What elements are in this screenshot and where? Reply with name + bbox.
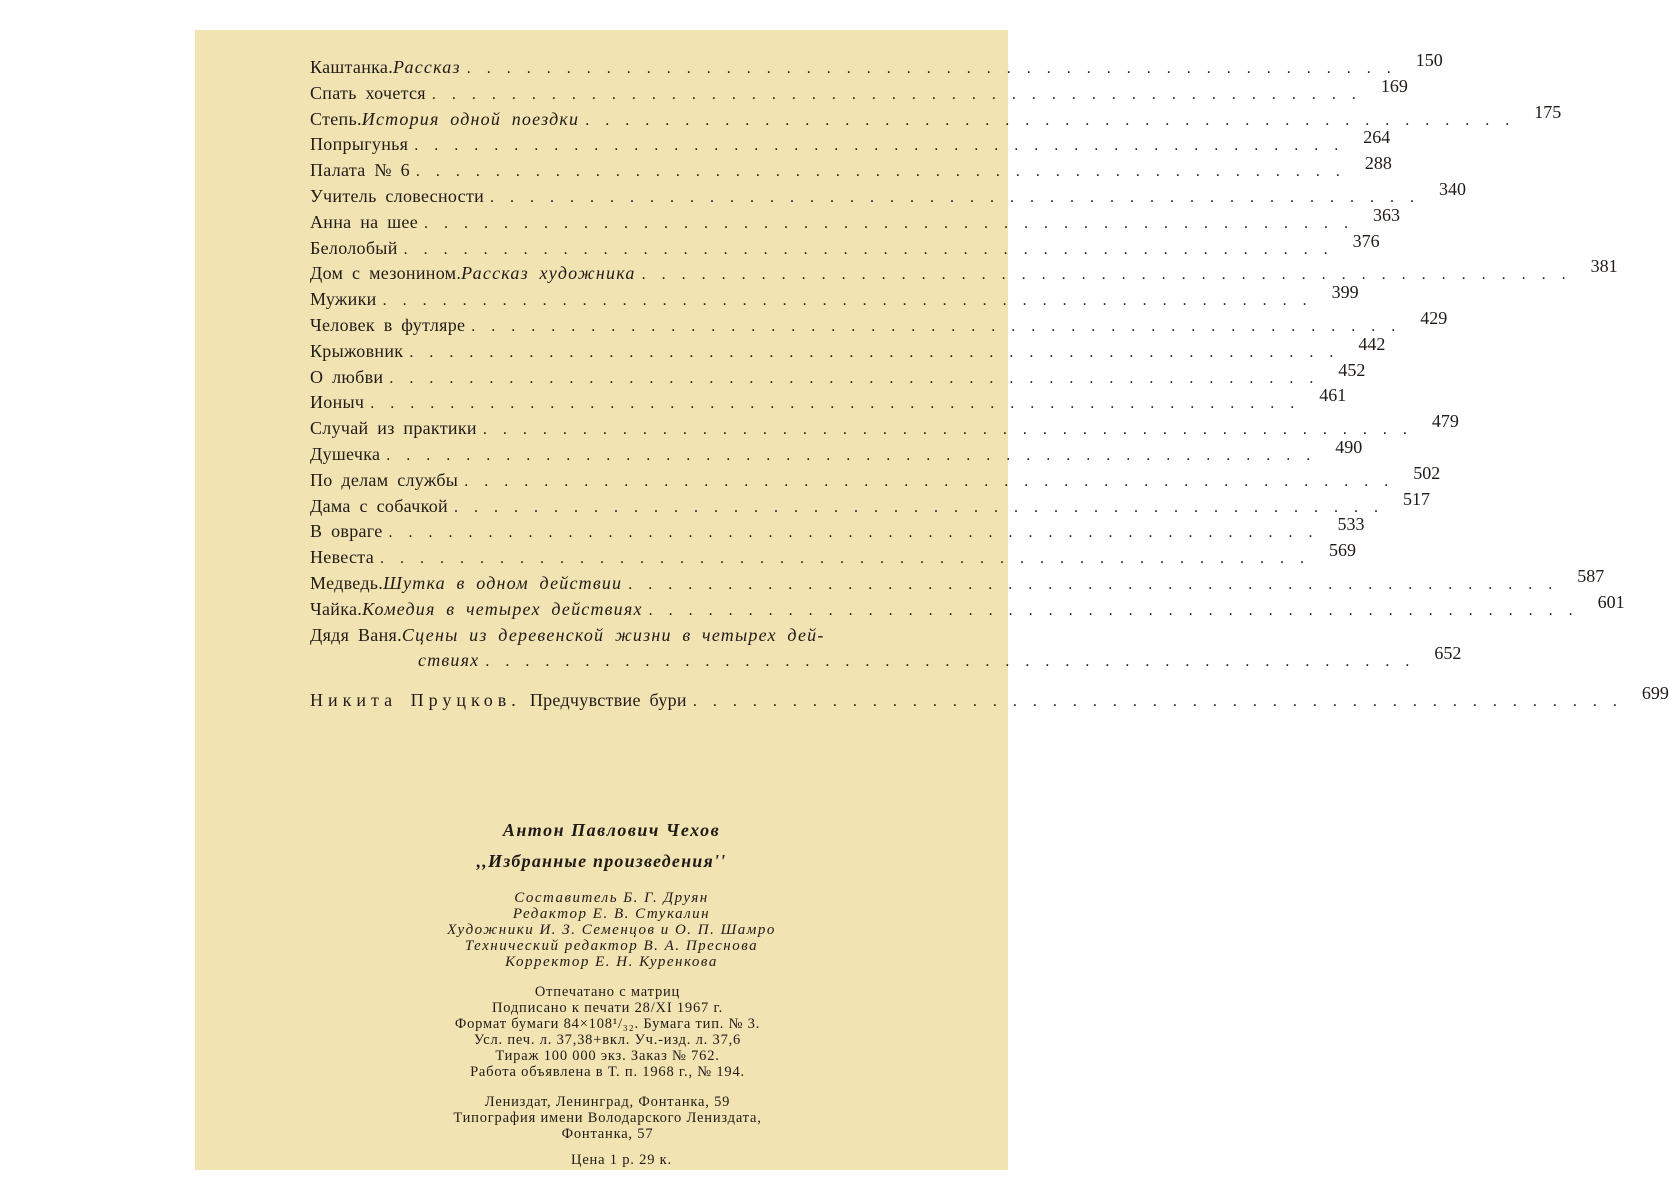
toc-entry-line [310, 230, 1380, 263]
toc-leader-dots: . . . . . . . . . . . . . . . . . . . . . . . . . . . . . . . . . . . . . . . . . . . . . . . [386, 446, 1317, 464]
book-page [195, 30, 1669, 1170]
toc-entry-line [310, 411, 1459, 443]
toc-entry [310, 359, 1366, 391]
toc-entry [310, 333, 1386, 365]
credit-line: Художники И. З. Семенцов и О. П. Шамро [447, 922, 776, 938]
toc-entry [310, 307, 1448, 339]
toc-afterword [310, 683, 1669, 714]
toc-entry-line [310, 540, 1356, 572]
toc-entry-title: Степь. [310, 108, 362, 129]
table-of-contents [310, 50, 1669, 714]
credit-line: Технический редактор В. А. Преснова [464, 938, 759, 954]
print-info-line: Отпечатано с матриц [534, 984, 681, 1000]
toc-entry-line [310, 514, 1365, 546]
toc-entry [310, 230, 1380, 262]
toc-entry [310, 565, 1605, 597]
toc-leader-dots: . . . . . . . . . . . . . . . . . . . . . . . . . . . . . . . . . . . . . . . . . . . . . . . [585, 111, 1516, 129]
toc-entry-subtitle: История одной поездки [361, 108, 580, 129]
toc-leader-dots: . . . . . . . . . . . . . . . . . . . . . . . . . . . . . . . . . . . . . . . . . . . . . . . [403, 240, 1334, 258]
toc-entry-line [310, 333, 1386, 366]
toc-page-number: 587 [1577, 565, 1605, 586]
toc-leader-dots: . . . . . . . . . . . . . . . . . . . . . . . . . . . . . . . . . . . . . . . . . . . . . . . [388, 524, 1319, 542]
toc-entry-title: Дама с собачкой [310, 495, 448, 516]
toc-page-number: 399 [1331, 282, 1359, 303]
toc-page-number: 652 [1434, 643, 1462, 664]
credit-line: Редактор Е. В. Стукалин [512, 906, 711, 922]
colophon-price: Цена 1 р. 29 к. [571, 1152, 672, 1168]
toc-entry-line [310, 385, 1347, 417]
toc-entry [310, 204, 1401, 236]
toc-entry-line [310, 178, 1467, 211]
toc-leader-dots: . . . . . . . . . . . . . . . . . . . . . . . . . . . . . . . . . . . . . . . . . . . . . . . [464, 472, 1395, 490]
toc-entry [310, 256, 1618, 287]
toc-entry-title: Учитель словесности [310, 185, 485, 206]
toc-leader-dots: . . . . . . . . . . . . . . . . . . . . . . . . . . . . . . . . . . . . . . . . . . . . . . . [628, 575, 1559, 593]
toc-entry-line [310, 75, 1408, 108]
toc-page-number: 340 [1439, 178, 1467, 199]
toc-entry-title: Дом с мезонином. [310, 263, 462, 284]
toc-entry-title: Ионыч [310, 392, 365, 413]
toc-leader-dots: . . . . . . . . . . . . . . . . . . . . . . . . . . . . . . . . . . . . . . . . . . . . . . . [692, 693, 1623, 711]
toc-leader-dots: . . . . . . . . . . . . . . . . . . . . . . . . . . . . . . . . . . . . . . . . . . . . . . . [453, 498, 1384, 516]
toc-entry-line [310, 50, 1443, 82]
toc-page-number: 442 [1358, 333, 1386, 354]
toc-entry-title: Белолобый [310, 237, 398, 258]
toc-page-number: 569 [1328, 540, 1356, 561]
toc-entry-line [310, 101, 1562, 134]
toc-entry-line [310, 282, 1359, 314]
toc-entry-line [310, 204, 1401, 237]
colophon-credits [215, 890, 1008, 970]
toc-leader-dots: . . . . . . . . . . . . . . . . . . . . . . . . . . . . . . . . . . . . . . . . . . . . . . . [471, 317, 1402, 335]
toc-entry-line [310, 359, 1366, 392]
print-info-line: Тираж 100 000 экз. Заказ № 762. [495, 1048, 720, 1064]
toc-page-number: 533 [1337, 514, 1365, 535]
toc-entry-line [310, 488, 1430, 521]
toc-page-number: 699 [1641, 683, 1669, 704]
colophon-print-info [207, 984, 1008, 1080]
toc-entry-title: В овраге [310, 521, 383, 542]
toc-entry-title: Мужики [310, 289, 377, 310]
toc-entry-line [310, 643, 1462, 675]
toc-entry-title: О любви [310, 366, 384, 387]
toc-entry-title: Крыжовник [310, 340, 404, 361]
toc-entry-subtitle: ствиях [418, 650, 480, 671]
toc-leader-dots: . . . . . . . . . . . . . . . . . . . . . . . . . . . . . . . . . . . . . . . . . . . . . . . [490, 188, 1421, 206]
print-info-line: Работа объявлена в Т. п. 1968 г., № 194. [470, 1064, 745, 1080]
toc-entry [310, 385, 1347, 416]
toc-entry [310, 591, 1625, 623]
toc-entry-title: Каштанка. [310, 57, 393, 77]
toc-entry-title: Анна на шее [310, 211, 419, 232]
afterword-title: Предчувствие бури [529, 690, 687, 711]
toc-entry [310, 178, 1467, 210]
toc-entry-title: По делам службы [310, 469, 459, 490]
toc-entry [310, 282, 1359, 313]
toc-entry [310, 514, 1365, 545]
toc-page-number: 479 [1431, 411, 1459, 432]
toc-page-number: 502 [1413, 462, 1441, 483]
publisher-line: Типография имени Володарского Лениздата, [453, 1110, 762, 1126]
toc-leader-dots: . . . . . . . . . . . . . . . . . . . . . . . . . . . . . . . . . . . . . . . . . . . . . . . [409, 343, 1340, 361]
toc-page-number: 175 [1534, 101, 1562, 122]
colophon-author: Антон Павлович Чехов [502, 820, 721, 840]
toc-leader-dots: . . . . . . . . . . . . . . . . . . . . . . . . . . . . . . . . . . . . . . . . . . . . . . . [431, 85, 1362, 103]
toc-leader-dots: . . . . . . . . . . . . . . . . . . . . . . . . . . . . . . . . . . . . . . . . . . . . . . . [641, 266, 1572, 284]
toc-leader-dots: . . . . . . . . . . . . . . . . . . . . . . . . . . . . . . . . . . . . . . . . . . . . . . . [370, 395, 1301, 413]
toc-entry-title: Спать хочется [310, 82, 426, 103]
toc-entry-title: Попрыгунья [310, 134, 409, 155]
toc-entry [310, 411, 1459, 442]
toc-entry-title: Невеста [310, 547, 374, 568]
toc-page-number: 601 [1597, 591, 1625, 612]
toc-page-number: 429 [1420, 307, 1448, 328]
toc-leader-dots: . . . . . . . . . . . . . . . . . . . . . . . . . . . . . . . . . . . . . . . . . . . . . . . [466, 60, 1397, 77]
toc-entry [310, 436, 1363, 468]
toc-entry-line [310, 256, 1618, 288]
toc-entry [310, 127, 1391, 158]
publisher-line: Фонтанка, 57 [561, 1126, 654, 1142]
toc-entry [310, 101, 1562, 133]
toc-entry-subtitle: Рассказ художника [461, 263, 636, 284]
toc-leader-dots: . . . . . . . . . . . . . . . . . . . . . . . . . . . . . . . . . . . . . . . . . . . . . . . [482, 421, 1413, 439]
toc-entry [310, 50, 1443, 81]
toc-entry [310, 623, 983, 649]
toc-entry-title: Дядя Ваня. [310, 624, 402, 645]
toc-entry [310, 488, 1430, 520]
toc-page-number: 169 [1380, 75, 1408, 96]
toc-page-number: 452 [1338, 359, 1366, 380]
toc-page-number: 517 [1402, 488, 1430, 509]
toc-entry-title: Человек в футляре [310, 314, 466, 335]
toc-entry-line [310, 307, 1448, 340]
toc-entry-line [310, 591, 1625, 624]
toc-page-number: 288 [1364, 153, 1392, 174]
toc-entry [310, 540, 1356, 571]
toc-page-number: 363 [1373, 204, 1401, 225]
toc-entry-line [310, 462, 1441, 495]
toc-leader-dots: . . . . . . . . . . . . . . . . . . . . . . . . . . . . . . . . . . . . . . . . . . . . . . . [415, 163, 1346, 181]
toc-leader-dots: . . . . . . . . . . . . . . . . . . . . . . . . . . . . . . . . . . . . . . . . . . . . . . . [414, 137, 1345, 155]
print-info-line: Формат бумаги 84×108¹/₃₂. Бумага тип. № 3. [454, 1016, 761, 1032]
toc-leader-dots: . . . . . . . . . . . . . . . . . . . . . . . . . . . . . . . . . . . . . . . . . . . . . . . [379, 550, 1310, 568]
print-info-line: Подписано к печати 28/XI 1967 г. [491, 1000, 724, 1016]
toc-leader-dots: . . . . . . . . . . . . . . . . . . . . . . . . . . . . . . . . . . . . . . . . . . . . . . . [389, 369, 1320, 387]
toc-page-number: 264 [1363, 127, 1391, 148]
toc-leader-dots: . . . . . . . . . . . . . . . . . . . . . . . . . . . . . . . . . . . . . . . . . . . . . . . [485, 653, 1416, 671]
toc-entry-line [310, 623, 983, 649]
print-info-line: Усл. печ. л. 37,38+вкл. Уч.-изд. л. 37,6 [473, 1032, 742, 1048]
colophon-publisher [207, 1094, 1008, 1142]
toc-entry-title: Случай из практики [310, 418, 477, 439]
toc-entry-line [310, 565, 1605, 598]
toc-page-number: 381 [1590, 256, 1618, 277]
toc-page-number: 376 [1352, 230, 1380, 251]
toc-entry-line [310, 153, 1392, 185]
toc-entry-title: Чайка. [310, 598, 363, 619]
toc-page-number: 490 [1335, 436, 1363, 457]
toc-entry-continued [310, 643, 1462, 674]
toc-entry-line [310, 127, 1391, 159]
afterword-author: Никита Пруцков. [310, 690, 521, 711]
credit-line: Корректор Е. Н. Куренкова [505, 954, 718, 970]
toc-page-number: 461 [1319, 385, 1347, 406]
toc-entry-subtitle: Шутка в одном действии [383, 572, 623, 593]
toc-leader-dots: . . . . . . . . . . . . . . . . . . . . . . . . . . . . . . . . . . . . . . . . . . . . . . . [382, 292, 1313, 310]
colophon-work-title: ,,Избранные произведения'' [476, 851, 727, 871]
toc-leader-dots: . . . . . . . . . . . . . . . . . . . . . . . . . . . . . . . . . . . . . . . . . . . . . . . [648, 601, 1579, 619]
toc-spacer [310, 674, 983, 688]
toc-entry-subtitle: Рассказ [393, 57, 461, 77]
credit-line: Составитель Б. Г. Друян [514, 890, 709, 906]
toc-entry-subtitle: Комедия в четырех действиях [362, 598, 643, 619]
toc-entry-subtitle: Сцены из деревенской жизни в четырех дей- [401, 624, 825, 645]
publisher-line: Лениздат, Ленинград, Фонтанка, 59 [484, 1094, 731, 1110]
toc-page-number: 150 [1415, 50, 1443, 70]
toc-leader-dots: . . . . . . . . . . . . . . . . . . . . . . . . . . . . . . . . . . . . . . . . . . . . . . . [424, 214, 1355, 232]
colophon [195, 820, 1008, 1169]
toc-entry [310, 153, 1392, 184]
toc-entry-title: Душечка [310, 443, 381, 464]
toc-entry-line [310, 436, 1363, 469]
toc-entry-title: Медведь. [310, 572, 384, 593]
toc-entry [310, 462, 1441, 494]
toc-entry [310, 75, 1408, 107]
toc-entry-title: Палата № 6 [310, 160, 410, 181]
toc-entry-line [310, 683, 1669, 715]
